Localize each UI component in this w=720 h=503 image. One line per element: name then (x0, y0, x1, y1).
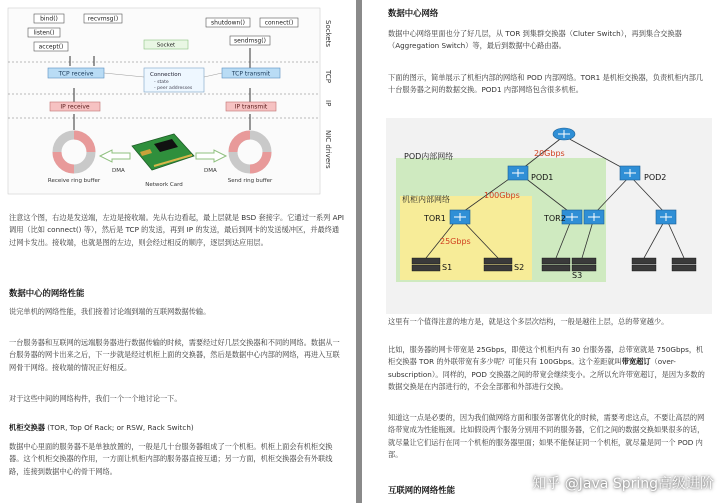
core-router-icon (553, 128, 575, 140)
s3-label: S3 (572, 271, 583, 280)
server-s2 (484, 258, 512, 264)
tcp-receive-label: TCP receive (58, 70, 94, 78)
listen-label: listen() (33, 29, 55, 37)
right-para-4 (388, 344, 710, 394)
dma-left-label: DMA (112, 168, 125, 174)
label-20gbps: 20Gbps (534, 149, 565, 158)
layer-nic-label: NIC drivers (324, 130, 332, 169)
heading-internet-performance: 互联网的网络性能 (388, 485, 455, 495)
left-para-2: 说完单机的网络性能，我们接着讨论端到端的互联网数据传输。 (9, 307, 211, 316)
heading-dc-performance: 数据中心的网络性能 (9, 288, 85, 298)
rack-network-label: 机柜内部网络 (402, 195, 450, 204)
connection-peer: - peer addresses (154, 86, 193, 91)
right-para-4a: 比如，服务器的网卡带宽是 25Gbps，即使这个机柜内有 30 台服务器，总带宽就是 750Gbps，机柜交换器 TOR 的外联带宽有多少呢？可能只有 100Gbps。这个差距就叫 (388, 345, 704, 367)
server-pod2-a (572, 258, 596, 264)
left-page (0, 0, 356, 503)
oversubscription-term: 带宽超订 (621, 357, 651, 367)
tor2-label: TOR2 (544, 214, 566, 223)
server-pod2-b (632, 258, 656, 264)
server-pod2-c (672, 258, 696, 264)
right-para-1: 数据中心网络里面也分了好几层，从 TOR 到集群交换器（Cluter Switch），再到集合交换器（Aggregation Switch）等，最后到数据中心路由器。 (388, 29, 682, 51)
pod-network-label: POD内部网络 (404, 152, 454, 161)
s2-label: S2 (514, 263, 525, 272)
pod2-switch-icon (620, 166, 640, 180)
right-para-5: 知道这一点是必要的，因为我们做网络方面和服务部署优化的时候，需要考虑这点，不要让高层的网络带宽成为性能瓶颈。比如假设两个服务分别用不同的服务器，它们之间的数据交换如果很多的话，就尽量让它们运行在同一个机柜的服务器里面；如果不能保证同一个机柜，就尽量是同一个 POD 内部。 (388, 413, 705, 460)
recvmsg-label: recvmsg() (87, 15, 119, 23)
ip-transmit-label: IP transmit (234, 103, 268, 111)
layer-tcp-label: TCP (324, 70, 332, 83)
network-card-label: Network Card (145, 182, 183, 188)
pod2-label: POD2 (644, 173, 667, 182)
tor-definition (9, 422, 345, 434)
label-25gbps: 25Gbps (440, 237, 471, 246)
receive-ring-label: Receive ring buffer (47, 178, 101, 184)
pod2-tor-right-icon (656, 210, 676, 224)
pod1-label: POD1 (531, 173, 554, 182)
zhihu-watermark: 知乎 @Java Spring高级进阶 (532, 476, 714, 492)
socket-label: Socket (156, 42, 176, 49)
right-para-2: 下面的图示，简单展示了机柜内部的网络和 POD 内部网络。TOR1 是机柜交换器，负责机柜内部几十台服务器之间的数据交换。POD1 内部网络包含很多机柜。 (388, 73, 704, 95)
server-s3 (542, 258, 570, 264)
tor1-label: TOR1 (424, 214, 446, 223)
layer-sockets-label: Sockets (324, 20, 332, 48)
bind-label: bind() (40, 15, 58, 23)
label-100gbps: 100Gbps (484, 191, 520, 200)
connect-label: connect() (264, 19, 294, 27)
pod1-switch-icon (508, 166, 528, 180)
tcp-transmit-label: TCP transmit (231, 70, 271, 78)
s1-label: S1 (442, 263, 453, 272)
layer-ip-label: IP (324, 100, 332, 107)
left-para-4: 对于这些中间的网络构件，我们一个一个地讨论一下。 (9, 394, 182, 403)
shutdown-label: shutdown() (211, 19, 245, 27)
tor1-switch-icon (450, 210, 470, 224)
kernel-network-stack-diagram (4, 6, 344, 206)
tor-title: 机柜交换器 (9, 423, 45, 432)
sendmsg-label: sendmsg() (234, 37, 266, 45)
tor-title-rest: (TOR, Top Of Rack; or RSW, Rack Switch) (44, 423, 194, 432)
heading-dc-network: 数据中心网络 (388, 8, 439, 18)
left-para-3: 一台服务器和互联网的远端服务器进行数据传输的时候，需要经过好几层交换器和不同的网络。数据从一台服务器的网卡出来之后，下一步就是经过机柜上面的交换器，然后是数据中心内部的网络，再进入互联网骨干网络。接收端的情况正好相反。 (9, 338, 340, 372)
right-para-4c: （over-subscription）。同样的，POD 交换器之间的带宽会继续变小。之所以允许带宽超订，是因为多数的数据交换是在内部进行的，不会全部都和外部进行交换。 (388, 357, 705, 392)
connection-state: - state (154, 80, 169, 85)
ip-receive-label: IP receive (60, 103, 90, 111)
accept-label: accept() (38, 43, 64, 51)
left-para-5: 数据中心里面的服务器不是单独放置的，一般是几十台服务器组成了一个机柜。机柜上面会有机柜交换器。这个机柜交换器的作用，一方面让机柜内部的服务器直接互通；另一方面，机柜交换器会有外联线路，连接到数据中心的骨干网络。 (9, 442, 333, 476)
right-page (362, 0, 720, 503)
right-para-3: 这里有一个值得注意的地方是，就是这个多层次结构，一般是越往上层，总的带宽越少。 (388, 317, 669, 326)
server-s1 (412, 258, 440, 264)
pod2-tor-left-icon (584, 210, 604, 224)
send-ring-label: Send ring buffer (227, 178, 273, 184)
dma-right-label: DMA (204, 168, 217, 174)
pod-network-diagram (386, 118, 712, 314)
connection-label: Connection (150, 72, 182, 78)
left-para-1: 注意这个图，右边是发送端，左边是接收端。先从右边看起，最上层就是 BSD 套接字。它通过一系列 API 调用（比如 connect() 等），然后是 TCP 的发送，再到 IP 的发送，最后到网卡的发送缓冲区，并最终通过网卡发出。接收端，也就是图的左边，则会经过相反的顺序，逐层到达应用层。 (9, 213, 345, 247)
